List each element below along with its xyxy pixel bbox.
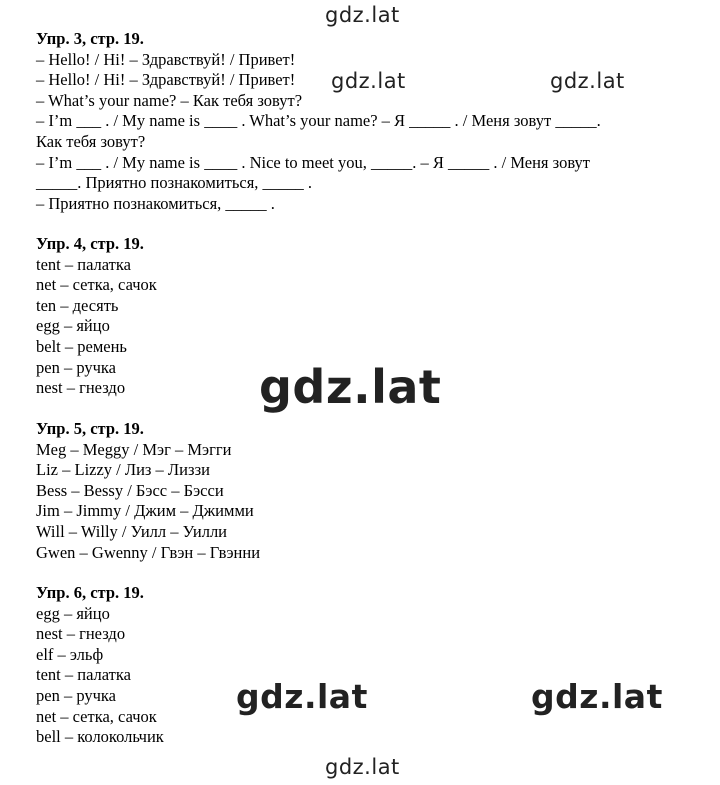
- text-line: nest – гнездо: [36, 624, 126, 644]
- text-line: belt – ремень: [36, 336, 127, 356]
- exercise-heading: Упр. 3, стр. 19.: [36, 29, 144, 48]
- text-line: Jim – Jimmy / Джим – Джимми: [36, 501, 254, 521]
- watermark: gdz.lat: [236, 677, 368, 716]
- exercise-heading: Упр. 4, стр. 19.: [36, 234, 144, 253]
- exercise-heading: Упр. 6, стр. 19.: [36, 583, 144, 602]
- text-line: tent – палатка: [36, 254, 131, 274]
- text-line: – I’m ___ . / My name is ____ . What’s your name? – Я _____ . / Меня зовут _____.: [36, 111, 601, 131]
- watermark: gdz.lat: [531, 677, 663, 716]
- text-line: egg – яйцо: [36, 316, 110, 336]
- exercise-heading: Упр. 5, стр. 19.: [36, 419, 144, 438]
- text-line: _____. Приятно познакомиться, _____ .: [36, 173, 313, 193]
- text-line: net – сетка, сачок: [36, 275, 157, 295]
- watermark: gdz.lat: [331, 69, 406, 93]
- text-line: Как тебя зовут?: [36, 131, 146, 151]
- exercise-5: [36, 419, 676, 563]
- text-line: pen – ручка: [36, 685, 116, 705]
- exercise-3: [36, 29, 676, 214]
- text-line: – What’s your name? – Как тебя зовут?: [36, 90, 303, 110]
- watermark: gdz.lat: [550, 69, 625, 93]
- text-line: egg – яйцо: [36, 603, 110, 623]
- text-line: – Hello! / Hi! – Здравствуй! / Привет!: [36, 70, 296, 90]
- text-line: pen – ручка: [36, 357, 116, 377]
- exercise-4: [36, 234, 676, 399]
- watermark: gdz.lat: [325, 755, 400, 779]
- text-line: bell – колокольчик: [36, 727, 164, 747]
- text-line: nest – гнездо: [36, 378, 126, 398]
- text-line: ten – десять: [36, 295, 119, 315]
- text-line: elf – эльф: [36, 644, 104, 664]
- text-line: net – сетка, сачок: [36, 706, 157, 726]
- text-line: tent – палатка: [36, 665, 131, 685]
- text-line: Bess – Bessy / Бэсс – Бэсси: [36, 480, 224, 500]
- text-line: Will – Willy / Уилл – Уилли: [36, 521, 228, 541]
- watermark: gdz.lat: [259, 360, 442, 414]
- text-line: – Приятно познакомиться, _____ .: [36, 193, 275, 213]
- text-line: Liz – Lizzy / Лиз – Лиззи: [36, 460, 211, 480]
- text-line: Gwen – Gwenny / Гвэн – Гвэнни: [36, 542, 261, 562]
- watermark: gdz.lat: [325, 3, 400, 27]
- text-line: – Hello! / Hi! – Здравствуй! / Привет!: [36, 49, 296, 69]
- text-line: – I’m ___ . / My name is ____ . Nice to meet you, _____. – Я _____ . / Меня зовут: [36, 152, 591, 172]
- exercise-6: [36, 583, 676, 748]
- text-line: Meg – Meggy / Мэг – Мэгги: [36, 439, 232, 459]
